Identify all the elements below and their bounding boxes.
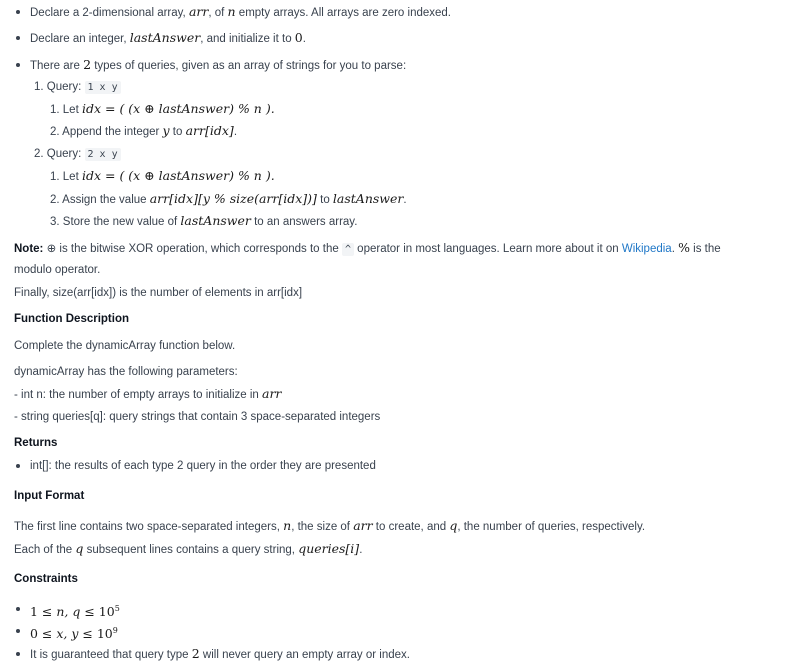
text: .	[671, 243, 679, 255]
query-1-step-2	[50, 123, 237, 140]
query-1-step-1	[50, 101, 275, 118]
parameters-intro: dynamicArray has the following parameters:	[14, 366, 238, 378]
query-2-step-3	[50, 213, 357, 230]
math-idx-formula: idx = ( (x ⊕ lastAnswer) % n ).	[81, 101, 275, 116]
math-n: n	[227, 4, 236, 19]
math: ≤ 10	[80, 603, 115, 619]
text: Declare an integer,	[30, 33, 130, 45]
text: to an answers array.	[250, 216, 358, 228]
text: There are	[30, 60, 84, 72]
input-format-line-2	[14, 541, 362, 558]
text: Each of the	[14, 544, 76, 556]
math-arr: arr	[262, 386, 282, 401]
math-last-answer: lastAnswer	[129, 30, 201, 45]
returns-item: int[]: the results of each type 2 query in the order they are presented	[30, 460, 376, 472]
text: empty arrays. All arrays are zero indexed.	[235, 7, 452, 19]
math-two: 2	[191, 646, 200, 661]
finally-paragraph	[14, 285, 302, 301]
text: 2. Append the integer	[50, 126, 163, 138]
text: 2. Query:	[34, 148, 85, 160]
math-q: q	[75, 541, 84, 556]
text: to	[316, 194, 333, 206]
text: , of	[208, 7, 228, 19]
note-label: Note:	[14, 243, 44, 255]
text: operator in most languages. Learn more about it on	[353, 243, 622, 255]
math: 0 ≤	[30, 625, 57, 641]
math-x-y: x, y	[56, 625, 79, 641]
text: types of queries, given as an array of strings for you to parse:	[91, 60, 407, 72]
math-last-answer: lastAnswer	[332, 191, 404, 206]
bullet-declare-array	[30, 4, 451, 21]
function-description-text: Complete the dynamicArray function below.	[14, 340, 236, 352]
text: modulo operator.	[14, 264, 101, 276]
text: 1. Let	[50, 104, 82, 116]
math-n-q: n, q	[56, 603, 81, 619]
constraints-heading: Constraints	[14, 573, 78, 585]
text: - int n: the number of empty arrays to initialize in	[14, 389, 262, 401]
wikipedia-link[interactable]: Wikipedia	[621, 243, 672, 255]
text: .	[302, 33, 306, 45]
constraint-x-y	[30, 623, 118, 643]
text: .	[359, 544, 363, 556]
text: will never query an empty array or index.	[199, 649, 410, 661]
text: Declare a 2-dimensional array,	[30, 7, 189, 19]
returns-heading: Returns	[14, 437, 58, 449]
note-paragraph-line-2	[14, 262, 100, 278]
text: 1. Let	[50, 171, 82, 183]
bullet-declare-last-answer	[30, 30, 306, 47]
math-idx-formula: idx = ( (x ⊕ lastAnswer) % n ).	[81, 168, 275, 183]
text: Finally, size(arr[idx]) is the number of elements in arr[idx]	[14, 287, 303, 299]
text: .	[403, 194, 407, 206]
function-description-heading: Function Description	[14, 313, 129, 325]
math-q: q	[449, 518, 458, 533]
text: 3. Store the new value of	[50, 216, 181, 228]
constraint-n-q	[30, 601, 120, 621]
text: .	[233, 126, 238, 138]
math-percent: %	[678, 240, 690, 255]
math-exponent: 9	[112, 626, 118, 635]
math-last-answer: lastAnswer	[180, 213, 251, 228]
parameter-queries: - string queries[q]: query strings that contain 3 space-separated integers	[14, 411, 381, 423]
text: 1. Query:	[34, 81, 85, 93]
parameter-n	[14, 386, 281, 403]
text: 2. Assign the value	[50, 194, 150, 206]
input-format-heading: Input Format	[14, 490, 85, 502]
constraint-guarantee	[30, 646, 410, 663]
math: 1 ≤	[30, 603, 57, 619]
text: subsequent lines contains a query string,	[83, 544, 299, 556]
input-format-line-1	[14, 518, 645, 535]
math-queries-i: queries[i]	[298, 541, 360, 556]
text: , and initialize it to	[200, 33, 295, 45]
text: is the	[689, 243, 721, 255]
math-two: 2	[83, 57, 92, 72]
math-arr-idx: arr[idx]	[185, 123, 234, 138]
math-zero: 0	[294, 30, 303, 45]
text: The first line contains two space-separated integers,	[14, 521, 284, 533]
code-query-2: 2 x y	[85, 148, 121, 161]
query-2-step-2	[50, 191, 407, 208]
text: to	[169, 126, 186, 138]
math-y: y	[162, 123, 170, 138]
query-1-label	[34, 79, 121, 96]
math-exponent: 5	[114, 604, 120, 613]
math-n: n	[283, 518, 292, 533]
query-2-step-1	[50, 168, 275, 185]
text: to create, and	[372, 521, 450, 533]
math-arr-lookup: arr[idx][y % size(arr[idx])]	[149, 191, 317, 206]
query-2-label	[34, 146, 121, 163]
math-arr: arr	[188, 4, 209, 19]
bullet-query-types	[30, 57, 406, 74]
math: ≤ 10	[78, 625, 113, 641]
text: It is guaranteed that query type	[30, 649, 192, 661]
note-paragraph	[14, 240, 721, 258]
text: , the size of	[291, 521, 354, 533]
text: ⊕ is the bitwise XOR operation, which corresponds to the	[43, 243, 342, 255]
text: , the number of queries, respectively.	[457, 521, 646, 533]
code-query-1: 1 x y	[85, 81, 121, 94]
math-arr: arr	[353, 518, 373, 533]
code-caret: ^	[342, 243, 354, 256]
